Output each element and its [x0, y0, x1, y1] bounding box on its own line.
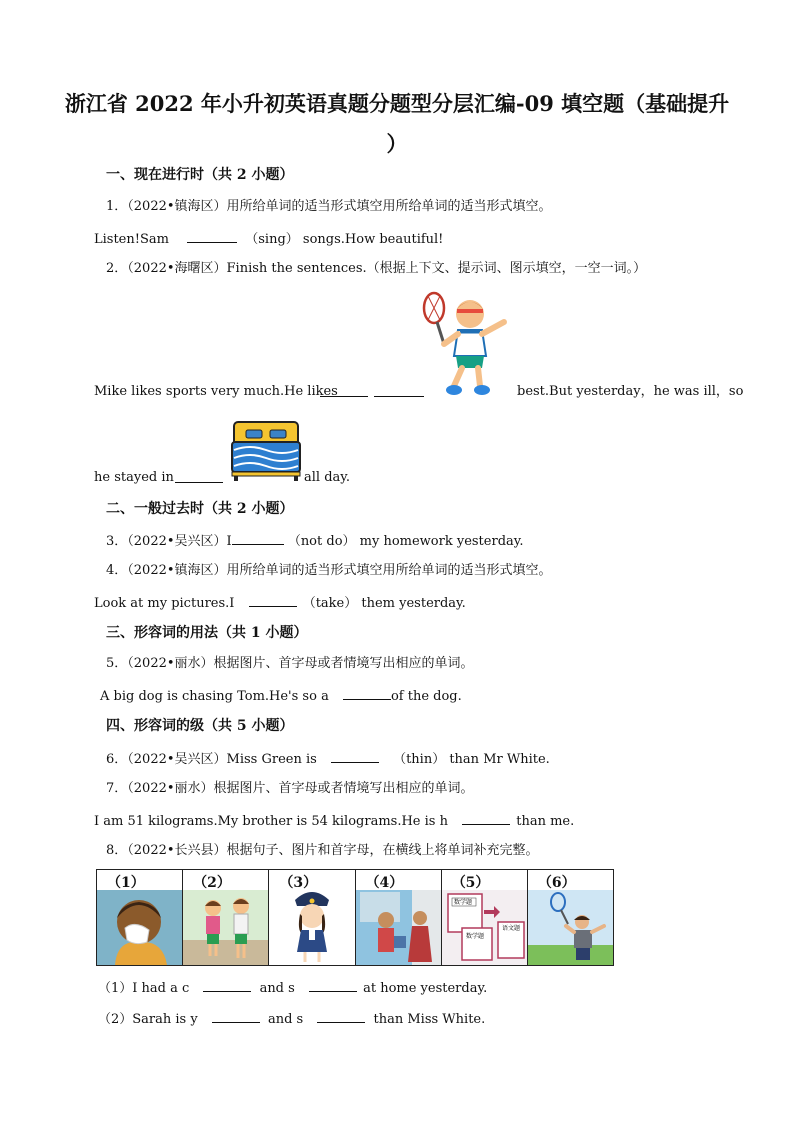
- q2-text-d: all day.: [304, 470, 351, 485]
- q5-text-b: of the dog.: [390, 689, 462, 704]
- q1-stem: 1．（2022•镇海区）用所给单词的适当形式填空用所给单词的适当形式填空。: [106, 199, 552, 214]
- q8-s1-text-a: （1）I had a c: [98, 981, 190, 996]
- q8-panel-2: [183, 870, 269, 965]
- page-title: [60, 84, 734, 164]
- q8-s2-blank-2[interactable]: [317, 1009, 365, 1023]
- q7-sentence: [94, 811, 574, 831]
- q8-s1-text-b: and s: [259, 981, 295, 996]
- q8-panel-5: [442, 870, 528, 965]
- panel-number: （2）: [193, 875, 231, 891]
- q6-blank[interactable]: [331, 749, 379, 763]
- q8-s2-text-c: than Miss White.: [373, 1012, 486, 1027]
- q6-text-a: 6．（2022•吴兴区）Miss Green is: [106, 752, 317, 767]
- q4-text-b: （take） them yesterday.: [302, 596, 466, 611]
- q1-sentence: [94, 229, 443, 249]
- panel-text-math-2: 数学题: [465, 933, 484, 940]
- q4-stem: 4．（2022•镇海区）用所给单词的适当形式填空用所给单词的适当形式填空。: [106, 563, 552, 578]
- q8-s2-text-b: and s: [267, 1012, 304, 1027]
- q8-s1-blank-2[interactable]: [309, 978, 357, 992]
- q1-text-a: Listen!Sam: [94, 232, 169, 247]
- q2-blank-2[interactable]: [374, 383, 424, 397]
- bed-image: [230, 418, 302, 482]
- q5-text-a: A big dog is chasing Tom.He's so a: [100, 689, 329, 704]
- q1-blank[interactable]: [187, 229, 237, 243]
- q7-text-a: I am 51 kilograms.My brother is 54 kilograms.He is h: [94, 814, 448, 829]
- q1-text-b: （sing） songs.How beautiful!: [245, 232, 444, 247]
- q8-s1-blank-1[interactable]: [203, 978, 251, 992]
- q5-stem: 5．（2022•丽水）根据图片、首字母或者情境写出相应的单词。: [106, 656, 474, 671]
- q6-text-b: （thin） than Mr White.: [393, 752, 550, 767]
- section-heading-1: 一、现在进行时（共 2 小题）: [106, 167, 294, 183]
- section-heading-3: 三、形容词的用法（共 1 小题）: [106, 625, 308, 641]
- q2-blank-3[interactable]: [175, 469, 223, 483]
- q8-picture-grid: [96, 869, 614, 966]
- panel-number: （1）: [107, 875, 145, 891]
- q8-panel-1: [97, 870, 183, 965]
- panel-number: （3）: [279, 875, 318, 891]
- q3-text-a: 3．（2022•吴兴区）I: [106, 534, 232, 549]
- q4-blank[interactable]: [249, 593, 297, 607]
- q7-text-b: than me.: [516, 814, 575, 829]
- badminton-player-image: [420, 290, 512, 398]
- q2-text-b: best.But yesterday，he was ill，so: [517, 384, 744, 399]
- q7-stem: 7．（2022•丽水）根据图片、首字母或者情境写出相应的单词。: [106, 781, 474, 796]
- panel-number: （6）: [537, 875, 576, 891]
- q6-sentence: [106, 749, 550, 769]
- q4-sentence: [94, 593, 466, 613]
- q2-text-c: he stayed in: [94, 470, 174, 485]
- panel-text-math-1: 数学题: [453, 899, 472, 906]
- q2-text-a: Mike likes sports very much.He likes: [94, 384, 338, 399]
- panel-text-chinese: 语文题: [501, 925, 520, 932]
- q8-s1-text-c: at home yesterday.: [363, 981, 488, 996]
- q8-panel-3: [269, 870, 355, 965]
- q2-stem: 2．（2022•海曙区）Finish the sentences.（根据上下文、提示词、图示填空，一空一词。）: [106, 261, 647, 276]
- q7-blank[interactable]: [462, 811, 510, 825]
- q3-text-b: （not do） my homework yesterday.: [287, 534, 524, 549]
- q5-sentence: [100, 686, 462, 706]
- q8-panel-6: [528, 870, 613, 965]
- panel-number: （5）: [451, 875, 490, 891]
- title-line-1: 浙江省 2022 年小升初英语真题分题型分层汇编-09 填空题（基础提升: [64, 91, 730, 116]
- q5-blank[interactable]: [343, 686, 391, 700]
- q8-sentence-1: [98, 978, 487, 998]
- title-line-2: ）: [386, 131, 408, 156]
- panel-number: （4）: [365, 875, 404, 891]
- q4-text-a: Look at my pictures.I: [94, 596, 235, 611]
- q3-sentence: [106, 531, 524, 551]
- q8-stem: 8．（2022•长兴县）根据句子、图片和首字母，在横线上将单词补充完整。: [106, 843, 539, 858]
- q8-s2-text-a: （2）Sarah is y: [98, 1012, 198, 1027]
- q8-sentence-2: [98, 1009, 485, 1029]
- section-heading-2: 二、一般过去时（共 2 小题）: [106, 501, 294, 517]
- q3-blank[interactable]: [232, 531, 284, 545]
- q8-panel-4: [356, 870, 442, 965]
- section-heading-4: 四、形容词的级（共 5 小题）: [106, 718, 294, 734]
- q2-blank-1[interactable]: [320, 383, 368, 397]
- q8-s2-blank-1[interactable]: [212, 1009, 260, 1023]
